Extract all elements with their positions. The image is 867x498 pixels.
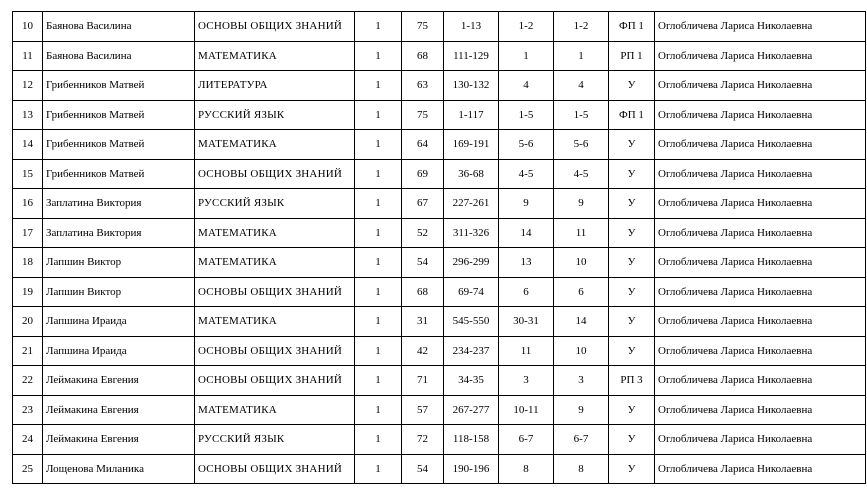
grade-cell: 1 bbox=[355, 159, 402, 189]
completed-range-cell: 6 bbox=[554, 277, 609, 307]
row-number-cell: 19 bbox=[13, 277, 43, 307]
grade-cell: 1 bbox=[355, 71, 402, 101]
teacher-cell: Оглобличева Лариса Николаевна bbox=[655, 130, 866, 160]
pages-cell: 34-35 bbox=[444, 366, 499, 396]
score-cell: 67 bbox=[402, 189, 444, 219]
row-number-cell: 24 bbox=[13, 425, 43, 455]
completed-range-cell: 6-7 bbox=[554, 425, 609, 455]
student-name-cell: Леймакина Евгения bbox=[43, 366, 195, 396]
completed-range-cell: 9 bbox=[554, 395, 609, 425]
pages-cell: 311-326 bbox=[444, 218, 499, 248]
teacher-cell: Оглобличева Лариса Николаевна bbox=[655, 189, 866, 219]
row-number-cell: 20 bbox=[13, 307, 43, 337]
pages-cell: 545-550 bbox=[444, 307, 499, 337]
student-name-cell: Баянова Василина bbox=[43, 12, 195, 42]
student-name-cell: Грибенников Матвей bbox=[43, 100, 195, 130]
teacher-cell: Оглобличева Лариса Николаевна bbox=[655, 41, 866, 71]
pages-cell: 118-158 bbox=[444, 425, 499, 455]
completed-range-cell: 4 bbox=[554, 71, 609, 101]
table-row bbox=[13, 425, 866, 455]
score-cell: 72 bbox=[402, 425, 444, 455]
score-cell: 42 bbox=[402, 336, 444, 366]
grade-cell: 1 bbox=[355, 248, 402, 278]
student-name-cell: Баянова Василина bbox=[43, 41, 195, 71]
subject-cell: ОСНОВЫ ОБЩИХ ЗНАНИЙ bbox=[195, 277, 355, 307]
grade-cell: 1 bbox=[355, 189, 402, 219]
subject-cell: МАТЕМАТИКА bbox=[195, 130, 355, 160]
row-number-cell: 11 bbox=[13, 41, 43, 71]
pages-cell: 169-191 bbox=[444, 130, 499, 160]
subject-cell: МАТЕМАТИКА bbox=[195, 218, 355, 248]
type-cell: РП 3 bbox=[609, 366, 655, 396]
student-name-cell: Грибенников Матвей bbox=[43, 159, 195, 189]
grade-cell: 1 bbox=[355, 277, 402, 307]
teacher-cell: Оглобличева Лариса Николаевна bbox=[655, 425, 866, 455]
type-cell: У bbox=[609, 218, 655, 248]
score-cell: 52 bbox=[402, 218, 444, 248]
completed-range-cell: 10 bbox=[554, 248, 609, 278]
task-range-cell: 14 bbox=[499, 218, 554, 248]
subject-cell: ЛИТЕРАТУРА bbox=[195, 71, 355, 101]
subject-cell: МАТЕМАТИКА bbox=[195, 395, 355, 425]
type-cell: У bbox=[609, 130, 655, 160]
score-cell: 68 bbox=[402, 277, 444, 307]
pages-cell: 1-13 bbox=[444, 12, 499, 42]
table-row bbox=[13, 130, 866, 160]
type-cell: У bbox=[609, 189, 655, 219]
type-cell: У bbox=[609, 336, 655, 366]
student-name-cell: Грибенников Матвей bbox=[43, 130, 195, 160]
teacher-cell: Оглобличева Лариса Николаевна bbox=[655, 454, 866, 484]
row-number-cell: 25 bbox=[13, 454, 43, 484]
completed-range-cell: 1-2 bbox=[554, 12, 609, 42]
task-range-cell: 8 bbox=[499, 454, 554, 484]
task-range-cell: 30-31 bbox=[499, 307, 554, 337]
score-cell: 57 bbox=[402, 395, 444, 425]
subject-cell: РУССКИЙ ЯЗЫК bbox=[195, 100, 355, 130]
student-name-cell: Заплатина Виктория bbox=[43, 218, 195, 248]
pages-cell: 190-196 bbox=[444, 454, 499, 484]
teacher-cell: Оглобличева Лариса Николаевна bbox=[655, 218, 866, 248]
grade-cell: 1 bbox=[355, 130, 402, 160]
task-range-cell: 3 bbox=[499, 366, 554, 396]
type-cell: ФП 1 bbox=[609, 12, 655, 42]
subject-cell: МАТЕМАТИКА bbox=[195, 41, 355, 71]
type-cell: У bbox=[609, 395, 655, 425]
score-cell: 75 bbox=[402, 100, 444, 130]
completed-range-cell: 3 bbox=[554, 366, 609, 396]
grade-cell: 1 bbox=[355, 218, 402, 248]
table-row bbox=[13, 159, 866, 189]
grade-cell: 1 bbox=[355, 366, 402, 396]
score-cell: 75 bbox=[402, 12, 444, 42]
subject-cell: МАТЕМАТИКА bbox=[195, 307, 355, 337]
student-name-cell: Заплатина Виктория bbox=[43, 189, 195, 219]
task-range-cell: 1-5 bbox=[499, 100, 554, 130]
task-range-cell: 4 bbox=[499, 71, 554, 101]
subject-cell: ОСНОВЫ ОБЩИХ ЗНАНИЙ bbox=[195, 12, 355, 42]
completed-range-cell: 8 bbox=[554, 454, 609, 484]
task-range-cell: 10-11 bbox=[499, 395, 554, 425]
results-table bbox=[12, 11, 866, 484]
student-name-cell: Лапшин Виктор bbox=[43, 277, 195, 307]
subject-cell: РУССКИЙ ЯЗЫК bbox=[195, 189, 355, 219]
pages-cell: 296-299 bbox=[444, 248, 499, 278]
table-row bbox=[13, 41, 866, 71]
completed-range-cell: 5-6 bbox=[554, 130, 609, 160]
row-number-cell: 10 bbox=[13, 12, 43, 42]
grade-cell: 1 bbox=[355, 395, 402, 425]
teacher-cell: Оглобличева Лариса Николаевна bbox=[655, 100, 866, 130]
student-name-cell: Леймакина Евгения bbox=[43, 395, 195, 425]
pages-cell: 36-68 bbox=[444, 159, 499, 189]
task-range-cell: 4-5 bbox=[499, 159, 554, 189]
row-number-cell: 21 bbox=[13, 336, 43, 366]
pages-cell: 111-129 bbox=[444, 41, 499, 71]
row-number-cell: 16 bbox=[13, 189, 43, 219]
subject-cell: РУССКИЙ ЯЗЫК bbox=[195, 425, 355, 455]
row-number-cell: 22 bbox=[13, 366, 43, 396]
student-name-cell: Грибенников Матвей bbox=[43, 71, 195, 101]
student-name-cell: Лапшина Ираида bbox=[43, 336, 195, 366]
table-row bbox=[13, 218, 866, 248]
grade-cell: 1 bbox=[355, 100, 402, 130]
completed-range-cell: 9 bbox=[554, 189, 609, 219]
row-number-cell: 14 bbox=[13, 130, 43, 160]
type-cell: ФП 1 bbox=[609, 100, 655, 130]
type-cell: У bbox=[609, 248, 655, 278]
task-range-cell: 6 bbox=[499, 277, 554, 307]
score-cell: 63 bbox=[402, 71, 444, 101]
score-cell: 54 bbox=[402, 454, 444, 484]
pages-cell: 69-74 bbox=[444, 277, 499, 307]
teacher-cell: Оглобличева Лариса Николаевна bbox=[655, 307, 866, 337]
table-row bbox=[13, 248, 866, 278]
grade-cell: 1 bbox=[355, 41, 402, 71]
completed-range-cell: 14 bbox=[554, 307, 609, 337]
completed-range-cell: 10 bbox=[554, 336, 609, 366]
teacher-cell: Оглобличева Лариса Николаевна bbox=[655, 12, 866, 42]
table-row bbox=[13, 307, 866, 337]
row-number-cell: 12 bbox=[13, 71, 43, 101]
score-cell: 31 bbox=[402, 307, 444, 337]
score-cell: 71 bbox=[402, 366, 444, 396]
table-row bbox=[13, 189, 866, 219]
teacher-cell: Оглобличева Лариса Николаевна bbox=[655, 277, 866, 307]
pages-cell: 227-261 bbox=[444, 189, 499, 219]
teacher-cell: Оглобличева Лариса Николаевна bbox=[655, 248, 866, 278]
grade-cell: 1 bbox=[355, 454, 402, 484]
type-cell: РП 1 bbox=[609, 41, 655, 71]
pages-cell: 234-237 bbox=[444, 336, 499, 366]
grade-cell: 1 bbox=[355, 307, 402, 337]
type-cell: У bbox=[609, 307, 655, 337]
row-number-cell: 23 bbox=[13, 395, 43, 425]
score-cell: 54 bbox=[402, 248, 444, 278]
task-range-cell: 1-2 bbox=[499, 12, 554, 42]
pages-cell: 267-277 bbox=[444, 395, 499, 425]
subject-cell: ОСНОВЫ ОБЩИХ ЗНАНИЙ bbox=[195, 366, 355, 396]
table-row bbox=[13, 454, 866, 484]
subject-cell: ОСНОВЫ ОБЩИХ ЗНАНИЙ bbox=[195, 454, 355, 484]
row-number-cell: 17 bbox=[13, 218, 43, 248]
pages-cell: 130-132 bbox=[444, 71, 499, 101]
grade-cell: 1 bbox=[355, 425, 402, 455]
subject-cell: МАТЕМАТИКА bbox=[195, 248, 355, 278]
teacher-cell: Оглобличева Лариса Николаевна bbox=[655, 395, 866, 425]
subject-cell: ОСНОВЫ ОБЩИХ ЗНАНИЙ bbox=[195, 336, 355, 366]
table-row bbox=[13, 395, 866, 425]
table-row bbox=[13, 336, 866, 366]
table-row bbox=[13, 277, 866, 307]
grade-cell: 1 bbox=[355, 12, 402, 42]
score-cell: 68 bbox=[402, 41, 444, 71]
student-name-cell: Лощенова Миланика bbox=[43, 454, 195, 484]
student-name-cell: Леймакина Евгения bbox=[43, 425, 195, 455]
subject-cell: ОСНОВЫ ОБЩИХ ЗНАНИЙ bbox=[195, 159, 355, 189]
pages-cell: 1-117 bbox=[444, 100, 499, 130]
type-cell: У bbox=[609, 425, 655, 455]
row-number-cell: 18 bbox=[13, 248, 43, 278]
teacher-cell: Оглобличева Лариса Николаевна bbox=[655, 71, 866, 101]
teacher-cell: Оглобличева Лариса Николаевна bbox=[655, 159, 866, 189]
task-range-cell: 6-7 bbox=[499, 425, 554, 455]
row-number-cell: 13 bbox=[13, 100, 43, 130]
completed-range-cell: 11 bbox=[554, 218, 609, 248]
teacher-cell: Оглобличева Лариса Николаевна bbox=[655, 336, 866, 366]
score-cell: 69 bbox=[402, 159, 444, 189]
table-row bbox=[13, 12, 866, 42]
teacher-cell: Оглобличева Лариса Николаевна bbox=[655, 366, 866, 396]
type-cell: У bbox=[609, 159, 655, 189]
type-cell: У bbox=[609, 454, 655, 484]
completed-range-cell: 4-5 bbox=[554, 159, 609, 189]
task-range-cell: 13 bbox=[499, 248, 554, 278]
table-body bbox=[13, 12, 866, 484]
grade-cell: 1 bbox=[355, 336, 402, 366]
table-row bbox=[13, 71, 866, 101]
student-name-cell: Лапшин Виктор bbox=[43, 248, 195, 278]
completed-range-cell: 1 bbox=[554, 41, 609, 71]
score-cell: 64 bbox=[402, 130, 444, 160]
type-cell: У bbox=[609, 277, 655, 307]
task-range-cell: 5-6 bbox=[499, 130, 554, 160]
table-row bbox=[13, 100, 866, 130]
completed-range-cell: 1-5 bbox=[554, 100, 609, 130]
task-range-cell: 1 bbox=[499, 41, 554, 71]
type-cell: У bbox=[609, 71, 655, 101]
student-name-cell: Лапшина Ираида bbox=[43, 307, 195, 337]
task-range-cell: 11 bbox=[499, 336, 554, 366]
task-range-cell: 9 bbox=[499, 189, 554, 219]
table-row bbox=[13, 366, 866, 396]
row-number-cell: 15 bbox=[13, 159, 43, 189]
